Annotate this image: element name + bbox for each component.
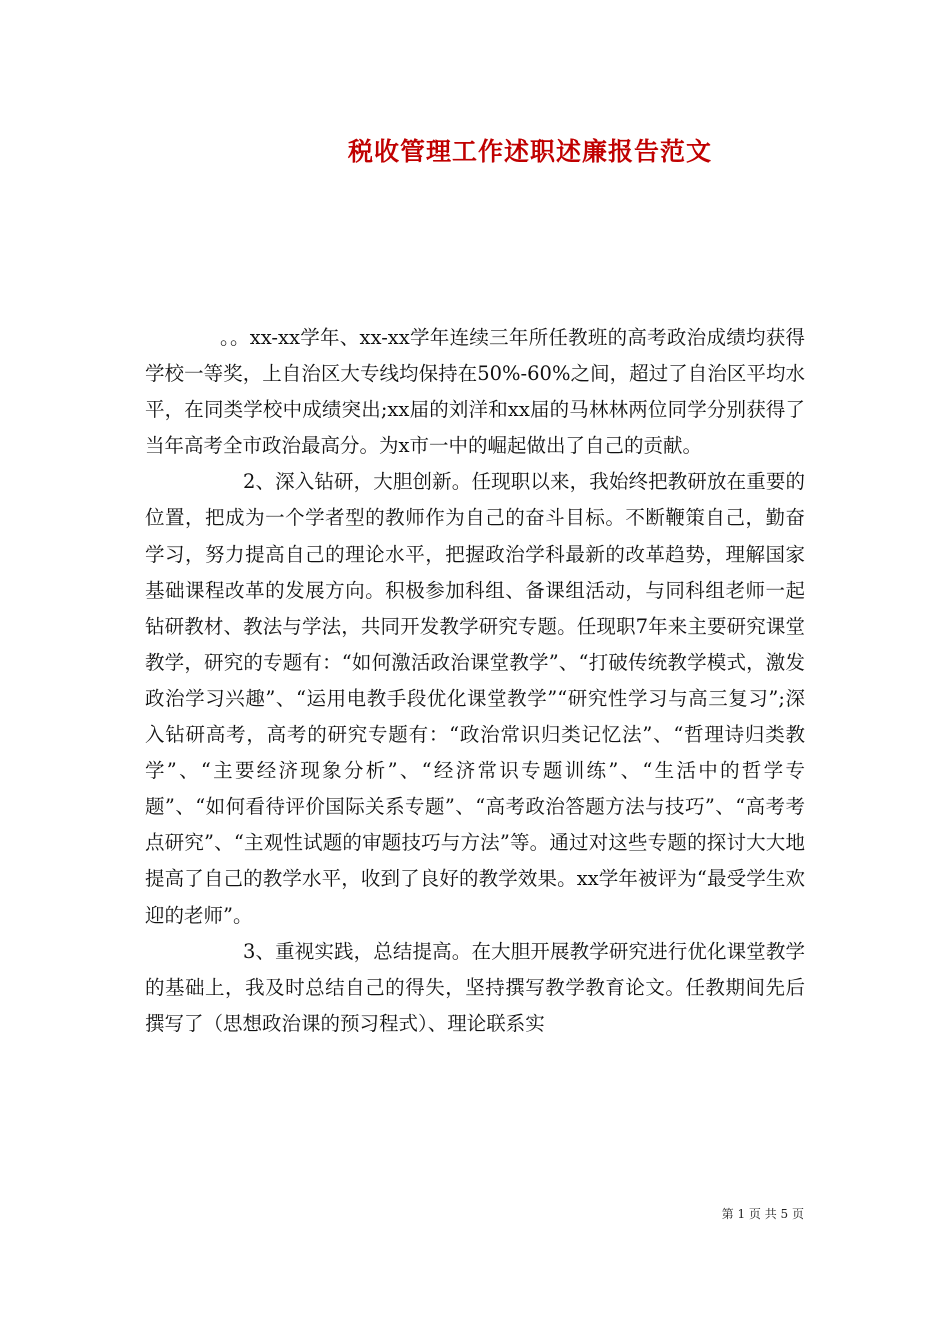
page-number-footer: 第 1 页 共 5 页: [721, 1207, 804, 1221]
page-title: 税收管理工作述职述廉报告范文: [347, 137, 712, 166]
paragraph-1: 。。xx-xx学年、xx-xx学年连续三年所任教班的高考政治成绩均获得学校一等奖，上自治区大专线均保持在50%-60%之间，超过了自治区平均水平，在同类学校中成绩突出;xx届的刘洋和xx届的马林林两位同学分别获得了当年高考全市政治最高分。为x市一中的崛起做出了自己的贡献。: [145, 326, 805, 458]
paragraph-3: 3、重视实践，总结提高。在大胆开展教学研究进行优化课堂教学的基础上，我及时总结自己的得失，坚持撰写教学教育论文。任教期间先后撰写了（思想政治课的预习程式）、理论联系实: [145, 939, 805, 1035]
document-body: [145, 320, 805, 1042]
paragraph-2: 2、深入钻研，大胆创新。任现职以来，我始终把教研放在重要的位置，把成为一个学者型的教师作为自己的奋斗目标。不断鞭策自己，勤奋学习，努力提高自己的理论水平，把握政治学科最新的改革趋势，理解国家基础课程改革的发展方向。积极参加科组、备课组活动，与同科组老师一起钻研教材、教法与学法，共同开发教学研究专题。任现职7年来主要研究课堂教学，研究的专题有：“如何激活政治课堂教学”、“打破传统教学模式，激发政治学习兴趣”、“运用电教手段优化课堂教学”“研究性学习与高三复习”;深入钻研高考，高考的研究专题有：“政治常识归类记忆法”、“哲理诗归类教学”、“主要经济现象分析”、“经济常识专题训练”、“生活中的哲学专题”、“如何看待评价国际关系专题”、“高考政治答题方法与技巧”、“高考考点研究”、“主观性试题的审题技巧与方法”等。通过对这些专题的探讨大大地提高了自己的教学水平，收到了良好的教学效果。xx学年被评为“最受学生欢迎的老师”。: [145, 470, 805, 927]
